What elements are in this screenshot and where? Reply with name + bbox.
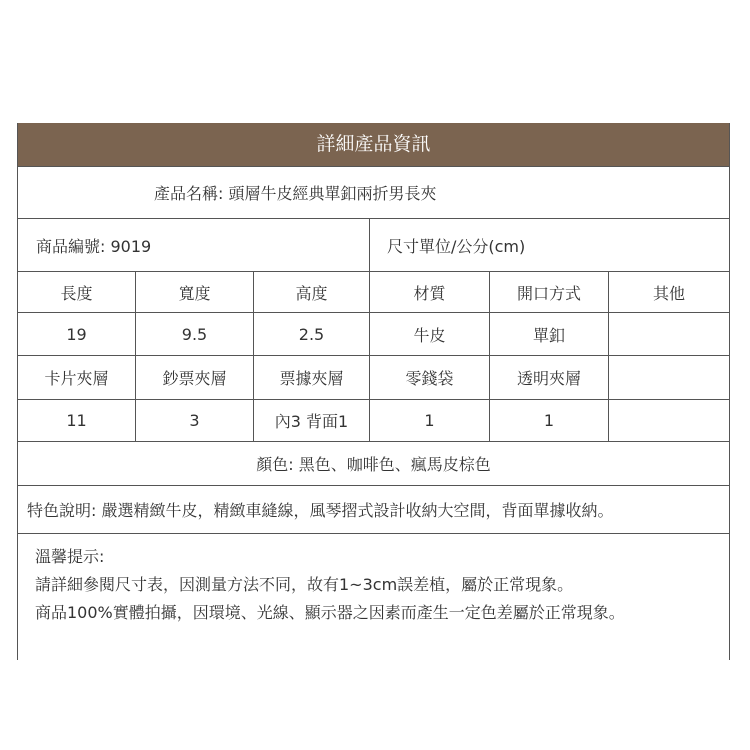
notes-title: 溫馨提示:: [35, 547, 105, 566]
spec-value: 單釦: [532, 325, 565, 345]
layer-header: 零錢袋: [405, 369, 454, 388]
spec-value: 9.5: [181, 324, 208, 344]
feature-line: 特色說明: 嚴選精緻牛皮，精緻車縫線，風琴摺式設計收納大空間，背面單據收納。: [27, 501, 614, 520]
spec-header: 寬度: [178, 283, 211, 303]
divider: [369, 218, 370, 271]
layer-value: 內3 背面1: [274, 412, 349, 431]
spec-header: 長度: [60, 283, 93, 303]
product-info-sheet: [17, 123, 730, 660]
layer-header: 透明夾層: [516, 369, 581, 388]
spec-header: 其他: [652, 283, 685, 303]
spec-value: 2.5: [298, 324, 325, 344]
layer-value: 3: [189, 411, 200, 430]
item-number: 商品編號: 9019: [36, 236, 152, 256]
layer-header: 卡片夾層: [44, 369, 109, 388]
notes-block: [35, 543, 725, 627]
colors-line: 顏色: 黑色、咖啡色、瘋馬皮棕色: [256, 455, 491, 474]
layer-value: 1: [543, 411, 555, 430]
product-name: 產品名稱: 頭層牛皮經典單釦兩折男長夾: [154, 184, 437, 203]
spec-header: 材質: [413, 283, 446, 303]
layer-header: 票據夾層: [279, 369, 344, 388]
layer-header: [609, 356, 729, 399]
spec-header: 開口方式: [516, 283, 581, 303]
layer-value: 11: [66, 411, 87, 430]
notes-line: 商品100%實體拍攝，因環境、光線、顯示器之因素而產生一定色差屬於正常現象。: [35, 603, 625, 622]
layer-value: [609, 400, 729, 441]
layer-header: 鈔票夾層: [162, 369, 227, 388]
layer-value: 1: [424, 411, 435, 430]
notes-line: 請詳細參閱尺寸表，因測量方法不同，故有1~3cm誤差植，屬於正常現象。: [35, 575, 574, 594]
spec-value: 牛皮: [413, 325, 446, 345]
sheet-header: 詳細產品資訊: [18, 123, 729, 166]
spec-value: 19: [66, 324, 87, 344]
divider: [18, 533, 729, 534]
size-unit: 尺寸單位/公分(cm): [387, 236, 526, 256]
spec-value: [609, 313, 729, 355]
spec-header: 高度: [295, 283, 328, 303]
